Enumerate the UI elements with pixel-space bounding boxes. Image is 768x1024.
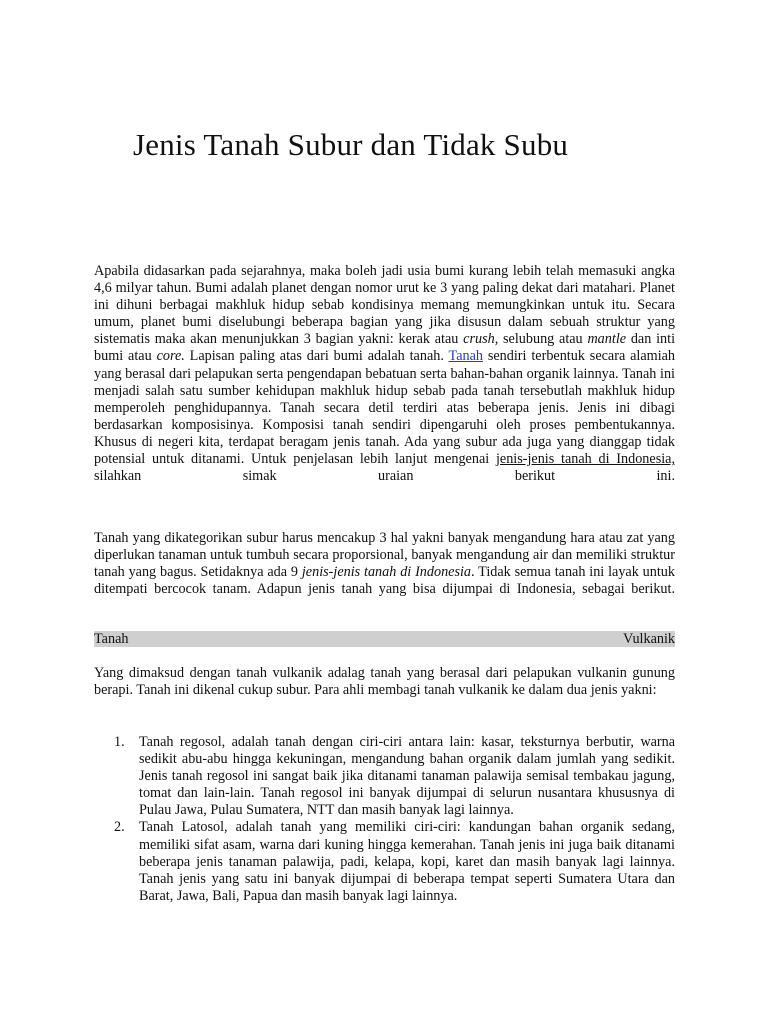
tanah-link[interactable]: Tanah	[448, 348, 483, 365]
mantle-term: mantle	[587, 331, 627, 348]
section-heading-right: Vulkanik	[623, 631, 675, 647]
section-heading-left: Tanah	[94, 631, 129, 647]
section-heading-tanah-vulkanik	[94, 631, 675, 647]
fertile-text-2: . Tidak semua tanah ini layak untuk ditempati bercocok tanam. Adapun jenis tanah yang bisa dijumpai di Indonesia, sebagai berikut.	[94, 564, 675, 598]
fertile-soil-paragraph	[94, 530, 675, 598]
list-item	[94, 819, 675, 904]
volcanic-text: Yang dimaksud dengan tanah vulkanik adalag tanah yang berasal dari pelapukan vulkanin gunung berapi. Tanah ini dikenal cukup subur. Para ahli membagi tanah vulkanik ke dalam dua jenis yakni:	[94, 665, 675, 699]
list-item-text: Tanah Latosol, adalah tanah yang memiliki ciri-ciri: kandungan bahan organik sedang, memiliki sifat asam, warna dari kuning hingga kemerahan. Tanah jenis ini juga baik ditanami beberapa jenis tanaman palawija, padi, kelapa, kopi, karet dan masih banyak lagi lainnya. Tanah jenis yang satu ini banyak dijumpai di beberapa tempat seperti Sumatera Utara dan Barat, Jawa, Bali, Papua dan masih banyak lagi lainnya.	[139, 819, 675, 904]
intro-text-1: Apabila didasarkan pada sejarahnya, maka boleh jadi usia bumi kurang lebih telah memasuki angka 4,6 milyar tahun. Bumi adalah planet dengan nomor urut ke 3 yang paling dekat dari matahari. Planet ini dihuni berbagai makhluk hidup sebab kondisinya memang memungkinkan untuk itu. Secara umum, planet bumi diselubungi beberapa bagian yang jika disusun dalam sebuah struktur yang sistematis maka akan menunjukkan 3 bagian yakni: kerak atau	[94, 263, 675, 348]
intro-text-2: selubung atau	[498, 331, 588, 348]
core-term: core.	[156, 348, 185, 365]
volcanic-soil-list	[94, 734, 675, 905]
intro-text-4: Lapisan paling atas dari bumi adalah tanah.	[184, 348, 449, 365]
list-item-number: 1.	[114, 734, 125, 750]
list-item-number: 2.	[114, 819, 125, 836]
jenis-tanah-italic: jenis-jenis tanah di Indonesia	[301, 564, 472, 581]
document-title: Jenis Tanah Subur dan Tidak Subu	[133, 127, 569, 162]
intro-text-5: sendiri terbentuk secara alamiah yang berasal dari pelapukan serta pengendapan bebatuan serta bahan-bahan organik lainnya. Tanah ini menjadi salah satu sumber kehidupan makhluk hidup sebab pada tanah tersebutlah makhluk hidup memperoleh penghidupannya. Tanah secara detil terdiri atas beberapa jenis. Jenis ini dibagi berdasarkan komposisinya. Komposisi tanah sendiri dipengaruhi oleh proses pembentukannya. Khusus di negeri kita, terdapat beragam jenis tanah. Ada yang subur ada juga yang dianggap tidak potensial untuk ditanami. Untuk penjelasan lebih lanjut mengenai	[94, 348, 676, 468]
intro-paragraph	[94, 263, 675, 485]
jenis-tanah-link[interactable]: jenis-jenis tanah di Indonesia,	[495, 451, 675, 468]
intro-text-3: dan inti bumi atau	[94, 331, 676, 365]
list-item	[94, 734, 675, 819]
list-item-text: Tanah regosol, adalah tanah dengan ciri-ciri antara lain: kasar, teksturnya berbutir, warna sedikit abu-abu hingga kekuningan, mengandung bahan organik dalam jumlah yang sedikit. Jenis tanah regosol ini sangat baik jika ditanami tanaman palawija semisal tembakau jagung, tomat dan lain-lain. Tanah regosol ini banyak dijumpai di selurun nusantara khususnya di Pulau Jawa, Pulau Sumatera, NTT dan masih banyak lagi lainnya.	[139, 734, 675, 819]
volcanic-soil-paragraph	[94, 665, 675, 699]
fertile-text-1: Tanah yang dikategorikan subur harus mencakup 3 hal yakni banyak mengandung hara atau zat yang diperlukan tanaman untuk tumbuh secara proporsional, banyak mengandung air dan memiliki struktur tanah yang bagus. Setidaknya ada 9	[94, 530, 675, 581]
intro-text-6: silahkan simak uraian berikut ini.	[94, 468, 675, 485]
crust-term: crush,	[463, 331, 499, 348]
